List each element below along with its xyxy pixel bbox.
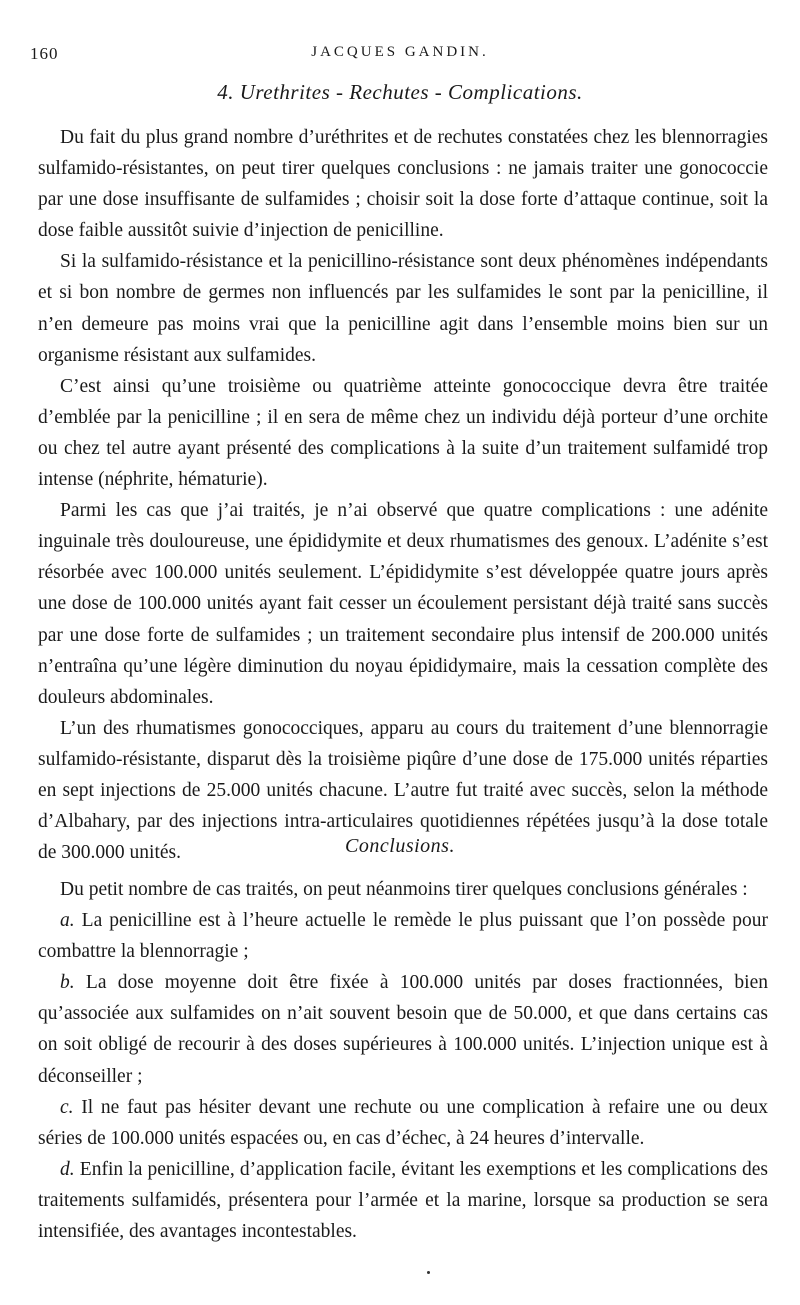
conclusion-letter: a. [60, 910, 75, 932]
conclusion-text: Enfin la penicilline, d’application facile, évitant les exemptions et les complications des traitements sulfamidés, présentera pour l’armée et la marine, lorsque sa production se sera intensifiée, des avantages incontestables. [38, 1158, 768, 1243]
paragraph-2: Si la sulfamido-résistance et la penicillino-résistance sont deux phénomènes indépendants et si bon nombre de germes non influencés par les sulfamides le sont par la penicilline, il n’en demeure pas moins vrai que la penicilline agit dans l’ensemble moins bien sur un organisme résistant aux sulfamides. [38, 251, 768, 366]
running-head: JACQUES GANDIN. [311, 44, 489, 60]
conclusion-item-d [38, 1154, 768, 1247]
page-number: 160 [30, 44, 59, 63]
page-header [30, 44, 770, 68]
paragraph-5: L’un des rhumatismes gonococciques, apparu au cours du traitement d’une blennorragie sulfamido-résistante, disparut dès la troisième piqûre d’une dose de 175.000 unités réparties en sept injections de 25.000 unités chacune. L’autre fut traité avec succès, selon la méthode d’Albahary, par des injections intra-articulaires quotidiennes répétées jusqu’à la dose totale de 300.000 unités. [38, 717, 768, 864]
section-title: Urethrites - Rechutes - Complications. [239, 80, 583, 104]
paragraph-4: Parmi les cas que j’ai traités, je n’ai observé que quatre complications : une adénite inguinale très douloureuse, une épididymite et deux rhumatismes des genoux. L’adénite s’est résorbée avec 100.000 unités seulement. L’épididymite s’est développée quatre jours après une dose de 100.000 unités ayant fait cesser un écoulement persistant déjà traité sans succès par une dose forte de sulfamides ; un traitement secondaire plus intensif de 200.000 unités n’entraîna qu’une légère diminution du noyau épididymaire, mais la cessation complète des douleurs abdominales. [38, 500, 768, 708]
conclusion-letter: c. [60, 1096, 74, 1118]
section-heading [0, 80, 800, 105]
paragraph-1: Du fait du plus grand nombre d’uréthrites et de rechutes constatées chez les blennorragies sulfamido-résistantes, on peut tirer quelques conclusions : ne jamais traiter une gonococcie par une dose insuffisante de sulfamides ; choisir soit la dose forte d’attaque continue, soit la dose faible aussitôt suivie d’injection de penicilline. [38, 127, 768, 242]
footer-dot [427, 1271, 430, 1274]
body-text [38, 122, 768, 868]
paragraph-3: C’est ainsi qu’une troisième ou quatrième atteinte gonococcique devra être traitée d’emblée par la penicilline ; il en sera de même chez un individu déjà porteur d’une orchite ou chez tel autre ayant présenté des complications à la suite d’un traitement sulfamidé trop intense (néphrite, hématurie). [38, 375, 768, 491]
conclusion-letter: b. [60, 972, 75, 994]
conclusion-item-a [38, 905, 768, 967]
conclusions-body [38, 874, 768, 1247]
conclusion-text: La penicilline est à l’heure actuelle le remède le plus puissant que l’on possède pour combattre la blennorragie ; [38, 910, 768, 963]
conclusion-text: La dose moyenne doit être fixée à 100.000 unités par doses fractionnées, bien qu’associée aux sulfamides on n’ait souvent besoin que de 50.000, et que dans certains cas on soit obligé de recourir à des doses supérieures à 100.000 unités. L’injection unique est à déconseiller ; [38, 972, 769, 1087]
conclusion-item-b [38, 967, 768, 1091]
conclusions-heading: Conclusions. [345, 835, 455, 857]
conclusion-letter: d. [60, 1158, 75, 1180]
conclusion-text: Il ne faut pas hésiter devant une rechute ou une complication à refaire une ou deux séries de 100.000 unités espacées ou, en cas d’échec, à 24 heures d’intervalle. [38, 1096, 769, 1149]
section-number: 4. [217, 80, 234, 104]
conclusions-intro: Du petit nombre de cas traités, on peut néanmoins tirer quelques conclusions générales : [60, 879, 748, 900]
conclusion-item-c [38, 1092, 768, 1154]
